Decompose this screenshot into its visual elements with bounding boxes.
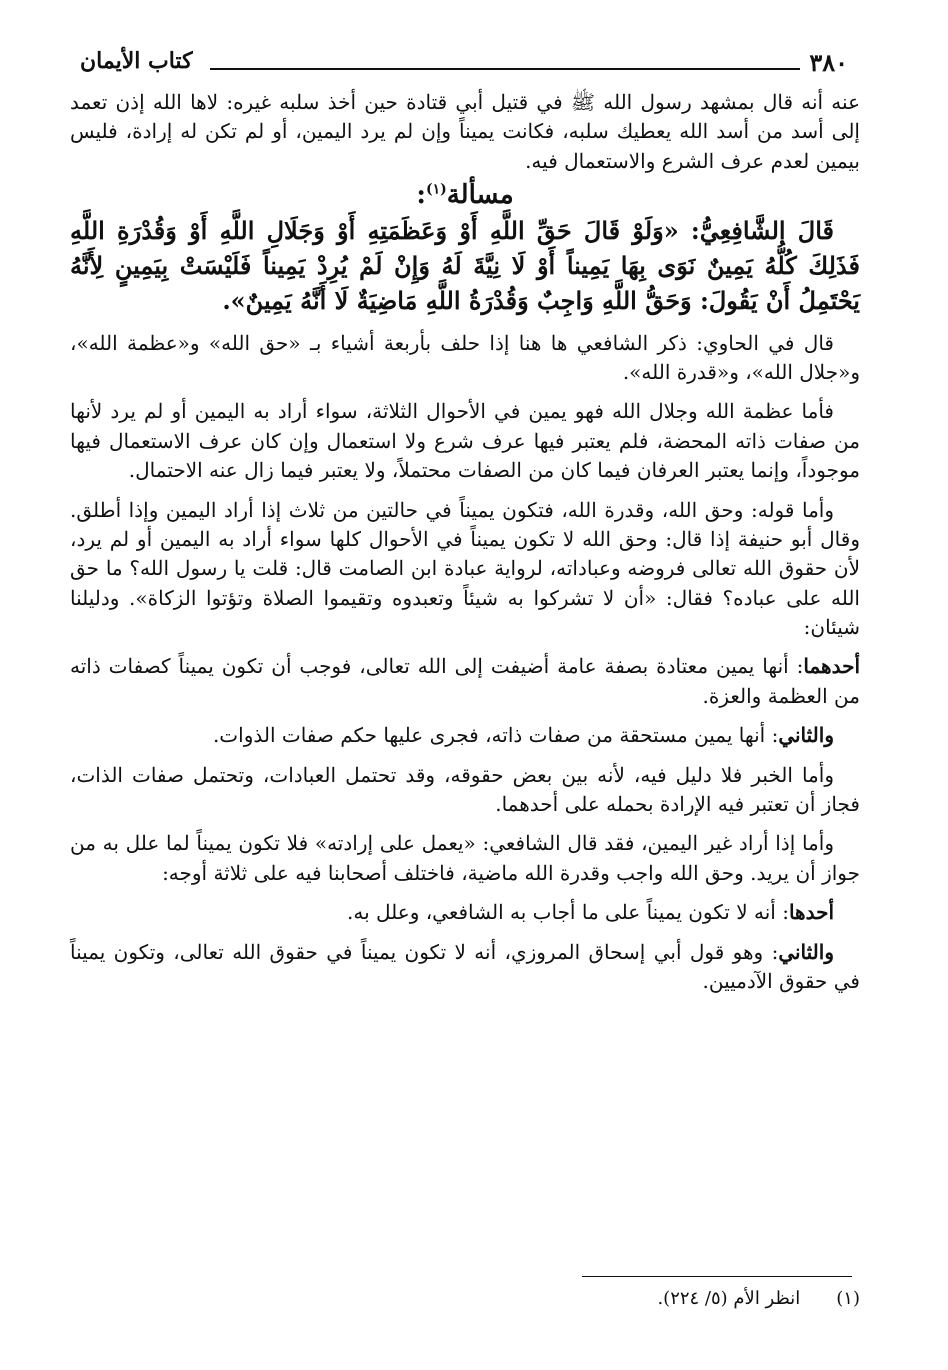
heading-footnote-marker: (١) (425, 181, 447, 198)
footnote-rule (582, 1276, 852, 1277)
first-view-text: : أنه لا تكون يميناً على ما أجاب به الشافعي، وعلل به. (347, 900, 789, 925)
paragraph-hawi: قال في الحاوي: ذكر الشافعي ها هنا إذا حلف بأربعة أشياء بـ «حق الله» و«عظمة الله»، و«جلال الله»، و«قدرة الله». (70, 330, 860, 384)
paragraph-continuation: عنه أنه قال بمشهد رسول الله ﷺ في قتيل أبي قتادة حين أخذ سلبه غيره: لاها الله إذن تعمد إلى أسد من أسد الله يعطيك سلبه، فكانت يميناً وإن لم يرد اليمين، أو لم تكن له إرادة، فليس بيمين لعدم عرف الشرع والاستعمال فيه. (70, 90, 860, 173)
heading-colon: : (416, 180, 426, 211)
second-view-text: : وهو قول أبي إسحاق المروزي، أنه لا تكون يميناً في حقوق الله تعالى، وتكون يميناً في حقوق الآدميين. (70, 939, 860, 993)
shafii-quote: قَالَ الشَّافِعِيُّ: «وَلَوْ قَالَ حَقِّ اللَّهِ أَوْ وَعَظَمَتِهِ أَوْ وَجَلَالِ اللَّهِ أَوْ وَقُدْرَةِ اللَّهِ فَذَلِكَ كُلُّهُ يَمِينٌ نَوَى بِهَا يَمِيناً أَوْ لَا نِيَّةَ لَهُ وَإِنْ لَمْ يُرِدْ يَمِيناً فَلَيْسَتْ بِيَمِينٍ لِأَنَّهُ يَحْتَمِلُ أَنْ يَقُولَ: وَحَقُّ اللَّهِ وَاجِبٌ وَقُدْرَةُ اللَّهِ مَاضِيَةٌ لَا أَنَّهُ يَمِينٌ». (70, 216, 860, 315)
footnote-text: انظر الأم (٥/ ٢٢٤). (657, 1288, 801, 1309)
paragraph-ghayr-yamin: وأما إذا أراد غير اليمين، فقد قال الشافعي: «يعمل على إرادته» فلا تكون يميناً لما علل به من جواز أن يريد. وحق الله واجب وقدرة الله ماضية، فاختلف أصحابنا فيه على ثلاثة أوجه: (70, 831, 860, 885)
paragraph-first-proof (70, 652, 860, 711)
heading-text: مسألة (446, 180, 514, 211)
footnote (70, 1285, 860, 1312)
book-page (70, 40, 860, 1330)
paragraph-first-view (70, 898, 860, 927)
second-view-lead: والثاني (778, 939, 834, 964)
paragraph-khabar: وأما الخبر فلا دليل فيه، لأنه بين بعض حقوقه، وقد تحتمل العبادات، وتحتمل صفات الذات، فجاز أن تعتبر فيه الإرادة بحمله على أحدهما. (70, 762, 860, 817)
first-proof-text: : أنها يمين معتادة بصفة عامة أضيفت إلى الله تعالى، فوجب أن تكون يميناً كصفات ذاته من العظمة والعزة. (70, 654, 860, 708)
header-rule (210, 68, 800, 70)
section-heading (70, 180, 860, 210)
second-proof-text: : أنها يمين مستحقة من صفات ذاته، فجرى عليها حكم صفات الذوات. (212, 723, 779, 748)
first-proof-lead: أحدهما (803, 654, 860, 679)
paragraph-haqq-allah: وأما قوله: وحق الله، وقدرة الله، فتكون يميناً في حالتين من ثلاث إذا أراد اليمين وإذا أطلق. وقال أبو حنيفة إذا قال: وحق الله لا تكون يميناً في الأحوال كلها سواء أراد به اليمين أو لم يرد، لأن حقوق الله تعالى فروضه وعباداته، لرواية عبادة ابن الصامت قال: قلت يا رسول الله؟ ما حق الله على عباده؟ فقال: «أن لا تشركوا به شيئاً وتعبدوه وتقيموا الصلاة وتؤتوا الزكاة». ودليلنا شيئان: (70, 497, 860, 640)
paragraph-second-proof (70, 721, 860, 750)
page-number: ٣٨٠ (809, 48, 848, 77)
book-title: كتاب الأيمان (80, 48, 193, 74)
second-proof-lead: والثاني (778, 723, 834, 748)
paragraph-second-view (70, 938, 860, 997)
footnote-number: (١) (836, 1288, 860, 1309)
page-header (70, 40, 860, 88)
first-view-lead: أحدها (788, 900, 834, 925)
paragraph-azamat-allah: فأما عظمة الله وجلال الله فهو يمين في الأحوال الثلاثة، سواء أراد به اليمين أو لم يرد لأنها من صفات ذاته المحضة، فلم يعتبر فيها عرف شرع ولا استعمال وإن كان عرف الاستعمال فيها موجوداً، وإنما يعتبر العرفان فيما كان من الصفات محتملاً، ولا يعتبر فيما زال عنه الاحتمال. (70, 399, 860, 483)
